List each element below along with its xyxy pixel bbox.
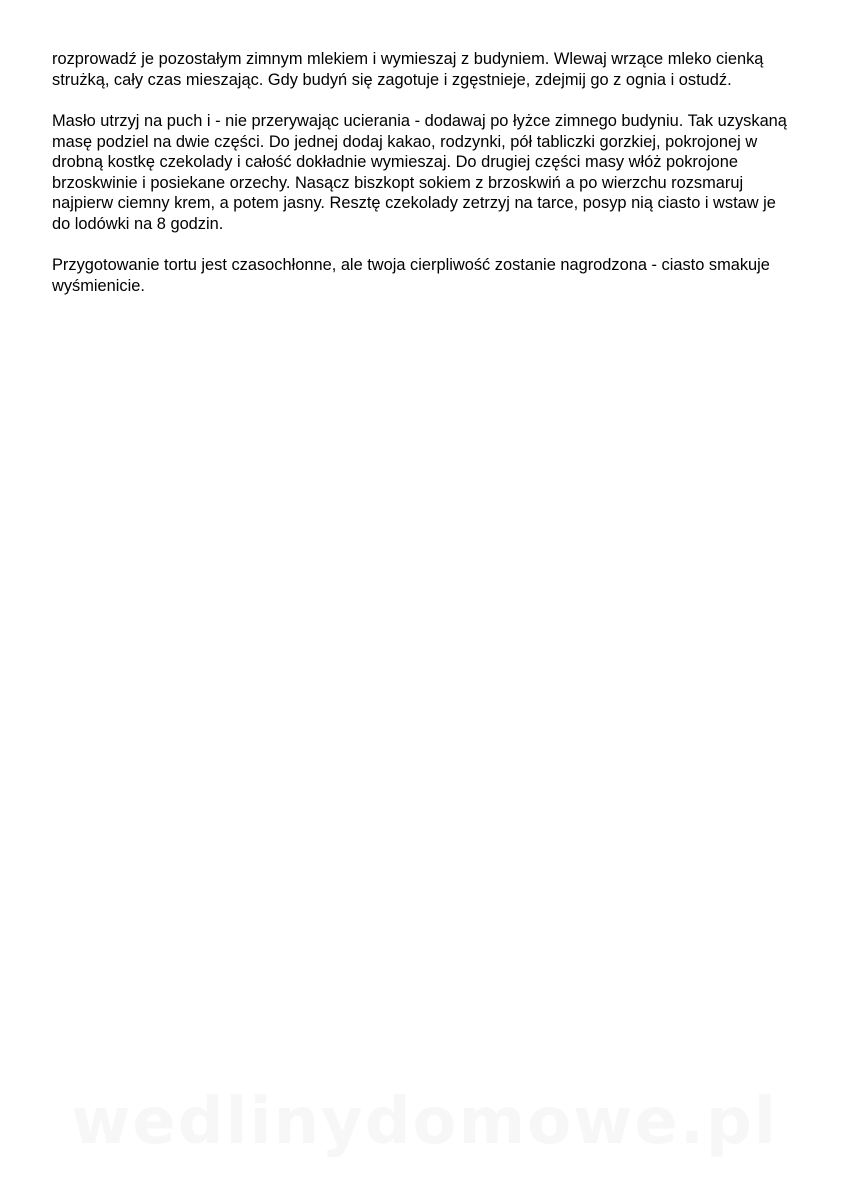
paragraph-2: Masło utrzyj na puch i - nie przerywając ucierania - dodawaj po łyżce zimnego budyniu. Tak uzyskaną masę podziel na dwie części. Do jednej dodaj kakao, rodzynki, pół tabliczki gorzkiej, pokrojonej w drobną kostkę czekolady i całość dokładnie wymieszaj. Do drugiej części masy włóż pokrojone brzoskwinie i posiekane orzechy. Nasącz biszkopt sokiem z brzoskwiń a po wierzchu rozsmaruj najpierw ciemny krem, a potem jasny. Resztę czekolady zetrzyj na tarce, posyp nią ciasto i wstaw je do lodówki na 8 godzin. (52, 112, 787, 233)
document-body (52, 49, 792, 317)
paragraph-1: rozprowadź je pozostałym zimnym mlekiem i wymieszaj z budyniem. Wlewaj wrzące mleko cienką strużką, cały czas mieszając. Gdy budyń się zagotuje i zgęstnieje, zdejmij go z ognia i ostudź. (52, 50, 764, 89)
paragraph-3: Przygotowanie tortu jest czasochłonne, ale twoja cierpliwość zostanie nagrodzona - ciasto smakuje wyśmienicie. (52, 256, 770, 295)
site-watermark: wedlinydomowe.pl (71, 1085, 778, 1159)
